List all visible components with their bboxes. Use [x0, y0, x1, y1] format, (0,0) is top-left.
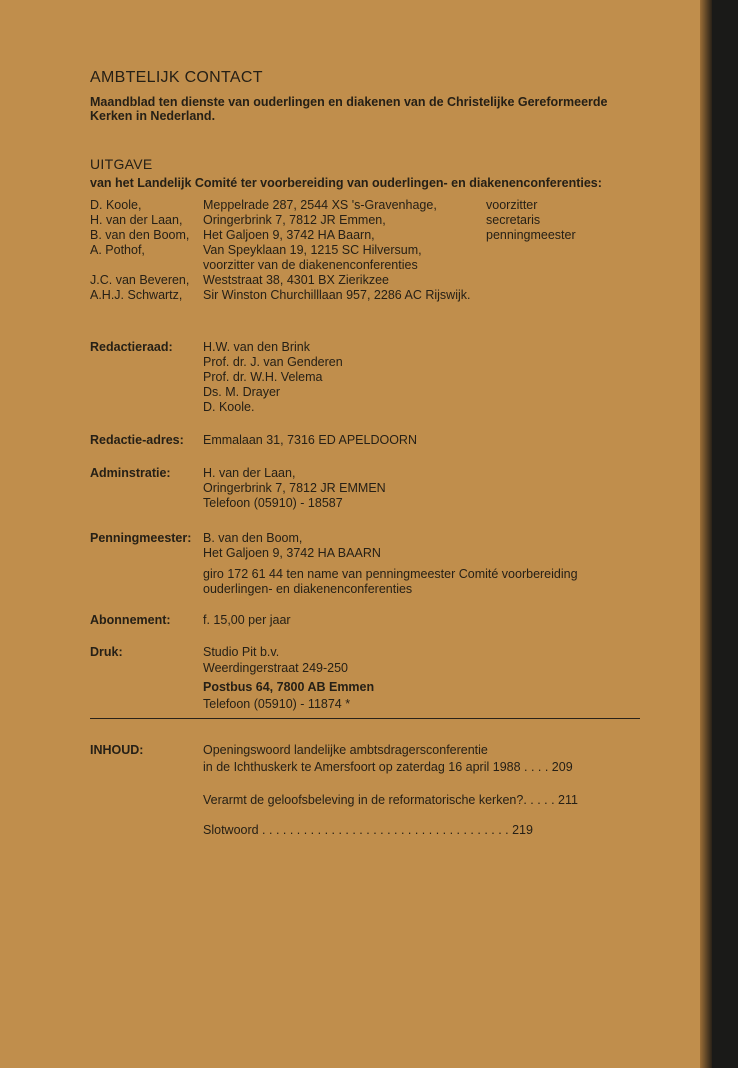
committee-addresses — [203, 198, 470, 303]
member-address: Sir Winston Churchilllaan 957, 2286 AC Rijswijk. — [203, 288, 471, 302]
member-address: Meppelrade 287, 2544 XS 's-Gravenhage, — [203, 198, 437, 212]
member-address: voorzitter van de diakenenconferenties — [203, 258, 418, 272]
member-name — [90, 258, 189, 273]
editor-name: Prof. dr. J. van Genderen — [203, 355, 343, 369]
penningmeester-lines — [203, 531, 381, 561]
member-role: secretaris — [486, 213, 541, 227]
penningmeester-line: B. van den Boom, — [203, 531, 303, 545]
redactieraad-label: Redactieraad: — [90, 340, 173, 354]
administratie-label: Adminstratie: — [90, 466, 171, 480]
committee-names — [90, 198, 189, 303]
subtitle-line-2: Kerken in Nederland. — [90, 109, 216, 123]
administratie-line: Telefoon (05910) - 18587 — [203, 496, 343, 510]
druk-label: Druk: — [90, 645, 123, 659]
divider-rule — [90, 718, 640, 719]
member-name: D. Koole, — [90, 198, 142, 212]
member-role: voorzitter — [486, 198, 538, 212]
member-name: A.H.J. Schwartz, — [90, 288, 183, 302]
abonnement-label: Abonnement: — [90, 613, 171, 627]
uitgave-heading: UITGAVE — [90, 156, 153, 172]
druk-postbus: Postbus 64, 7800 AB Emmen — [203, 680, 375, 694]
member-name: H. van der Laan, — [90, 213, 183, 227]
abonnement-value: f. 15,00 per jaar — [203, 613, 291, 627]
member-address: Van Speyklaan 19, 1215 SC Hilversum, — [203, 243, 422, 257]
toc-item-1-line-1: Openingswoord landelijke ambtsdragersconferentie — [203, 743, 488, 757]
druk-telefoon: Telefoon (05910) - 11874 * — [203, 697, 351, 711]
member-role: penningmeester — [486, 228, 576, 242]
druk-line: Studio Pit b.v. — [203, 645, 280, 659]
subtitle-line-1: Maandblad ten dienste van ouderlingen en diakenen van de Christelijke Gereformeerde — [90, 95, 608, 109]
comite-line: van het Landelijk Comité ter voorbereiding van ouderlingen- en diakenenconferenties: — [90, 176, 602, 190]
administratie-line: Oringerbrink 7, 7812 JR EMMEN — [203, 481, 386, 495]
member-address: Oringerbrink 7, 7812 JR Emmen, — [203, 213, 386, 227]
administratie-line: H. van der Laan, — [203, 466, 296, 480]
inhoud-label: INHOUD: — [90, 743, 144, 757]
member-name: B. van den Boom, — [90, 228, 190, 242]
member-address: Het Galjoen 9, 3742 HA Baarn, — [203, 228, 375, 242]
scan-background — [712, 0, 738, 1068]
penningmeester-label: Penningmeester: — [90, 531, 192, 545]
giro-line-1: giro 172 61 44 ten name van penningmeester Comité voorbereiding — [203, 567, 578, 581]
toc-item-1-line-2: in de Ichthuskerk te Amersfoort op zaterdag 16 april 1988 . . . . 209 — [203, 760, 573, 774]
editor-name: Ds. M. Drayer — [203, 385, 281, 399]
giro-line-2: ouderlingen- en diakenenconferenties — [203, 582, 413, 596]
member-name: J.C. van Beveren, — [90, 273, 190, 287]
redactie-adres-label: Redactie-adres: — [90, 433, 184, 447]
editor-name: H.W. van den Brink — [203, 340, 310, 354]
penningmeester-line: Het Galjoen 9, 3742 HA BAARN — [203, 546, 381, 560]
toc-item-3: Slotwoord . . . . . . . . . . . . . . . . . . . . . . . . . . . . . . . . . . . . 219 — [203, 823, 533, 837]
member-address: Weststraat 38, 4301 BX Zierikzee — [203, 273, 389, 287]
committee-roles — [486, 198, 576, 243]
administratie-lines — [203, 466, 386, 511]
member-name: A. Pothof, — [90, 243, 145, 257]
editor-name: Prof. dr. W.H. Velema — [203, 370, 323, 384]
redactieraad-names — [203, 340, 343, 415]
redactie-adres-value: Emmalaan 31, 7316 ED APELDOORN — [203, 433, 417, 447]
toc-item-2: Verarmt de geloofsbeleving in de reformatorische kerken?. . . . . 211 — [203, 793, 578, 807]
druk-line: Weerdingerstraat 249-250 — [203, 661, 348, 675]
journal-title: AMBTELIJK CONTACT — [90, 69, 263, 86]
page-binding-edge — [700, 0, 712, 1068]
editor-name: D. Koole. — [203, 400, 255, 414]
